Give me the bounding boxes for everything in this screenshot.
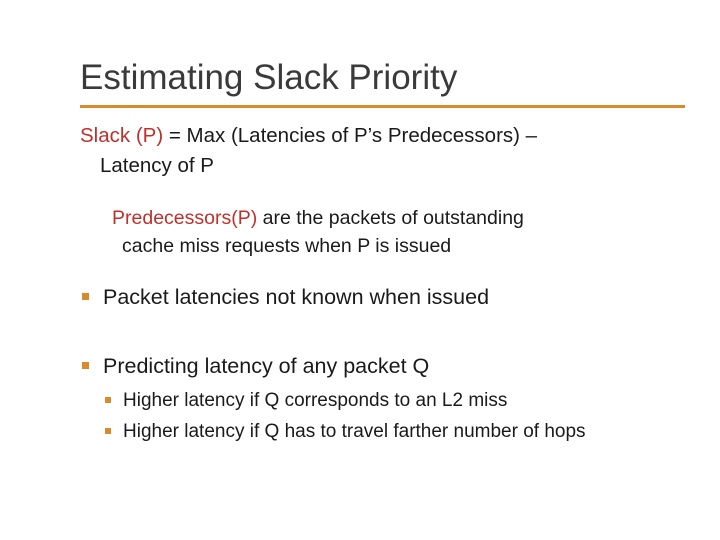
square-bullet-icon (82, 293, 89, 300)
bullet-text: Packet latencies not known when issued (103, 285, 490, 309)
bullet-packet-latencies (82, 282, 489, 312)
sub-bullet-text: Higher latency if Q has to travel farther number of hops (123, 421, 586, 442)
slide-title: Estimating Slack Priority (80, 58, 458, 97)
sub-bullet-l2-miss (105, 387, 507, 416)
bullet-predicting-latency (82, 351, 429, 381)
predecessors-term: Predecessors(P) (112, 207, 258, 229)
slack-definition-text: = Max (Latencies of P’s Predecessors) – (163, 124, 538, 147)
square-bullet-icon (105, 397, 111, 403)
predecessors-definition-continuation: cache miss requests when P is issued (122, 235, 452, 258)
sub-bullet-hops (105, 418, 665, 447)
sub-bullet-text: Higher latency if Q corresponds to an L2 miss (123, 390, 508, 411)
slack-definition (80, 121, 537, 180)
predecessors-definition (112, 204, 524, 261)
slack-term: Slack (P) (80, 124, 164, 147)
bullet-text: Predicting latency of any packet Q (103, 354, 430, 378)
predecessors-definition-text: are the packets of outstanding (257, 207, 524, 229)
slack-definition-continuation: Latency of P (100, 153, 214, 177)
title-underline (80, 105, 685, 108)
square-bullet-icon (105, 428, 111, 434)
square-bullet-icon (82, 362, 89, 369)
